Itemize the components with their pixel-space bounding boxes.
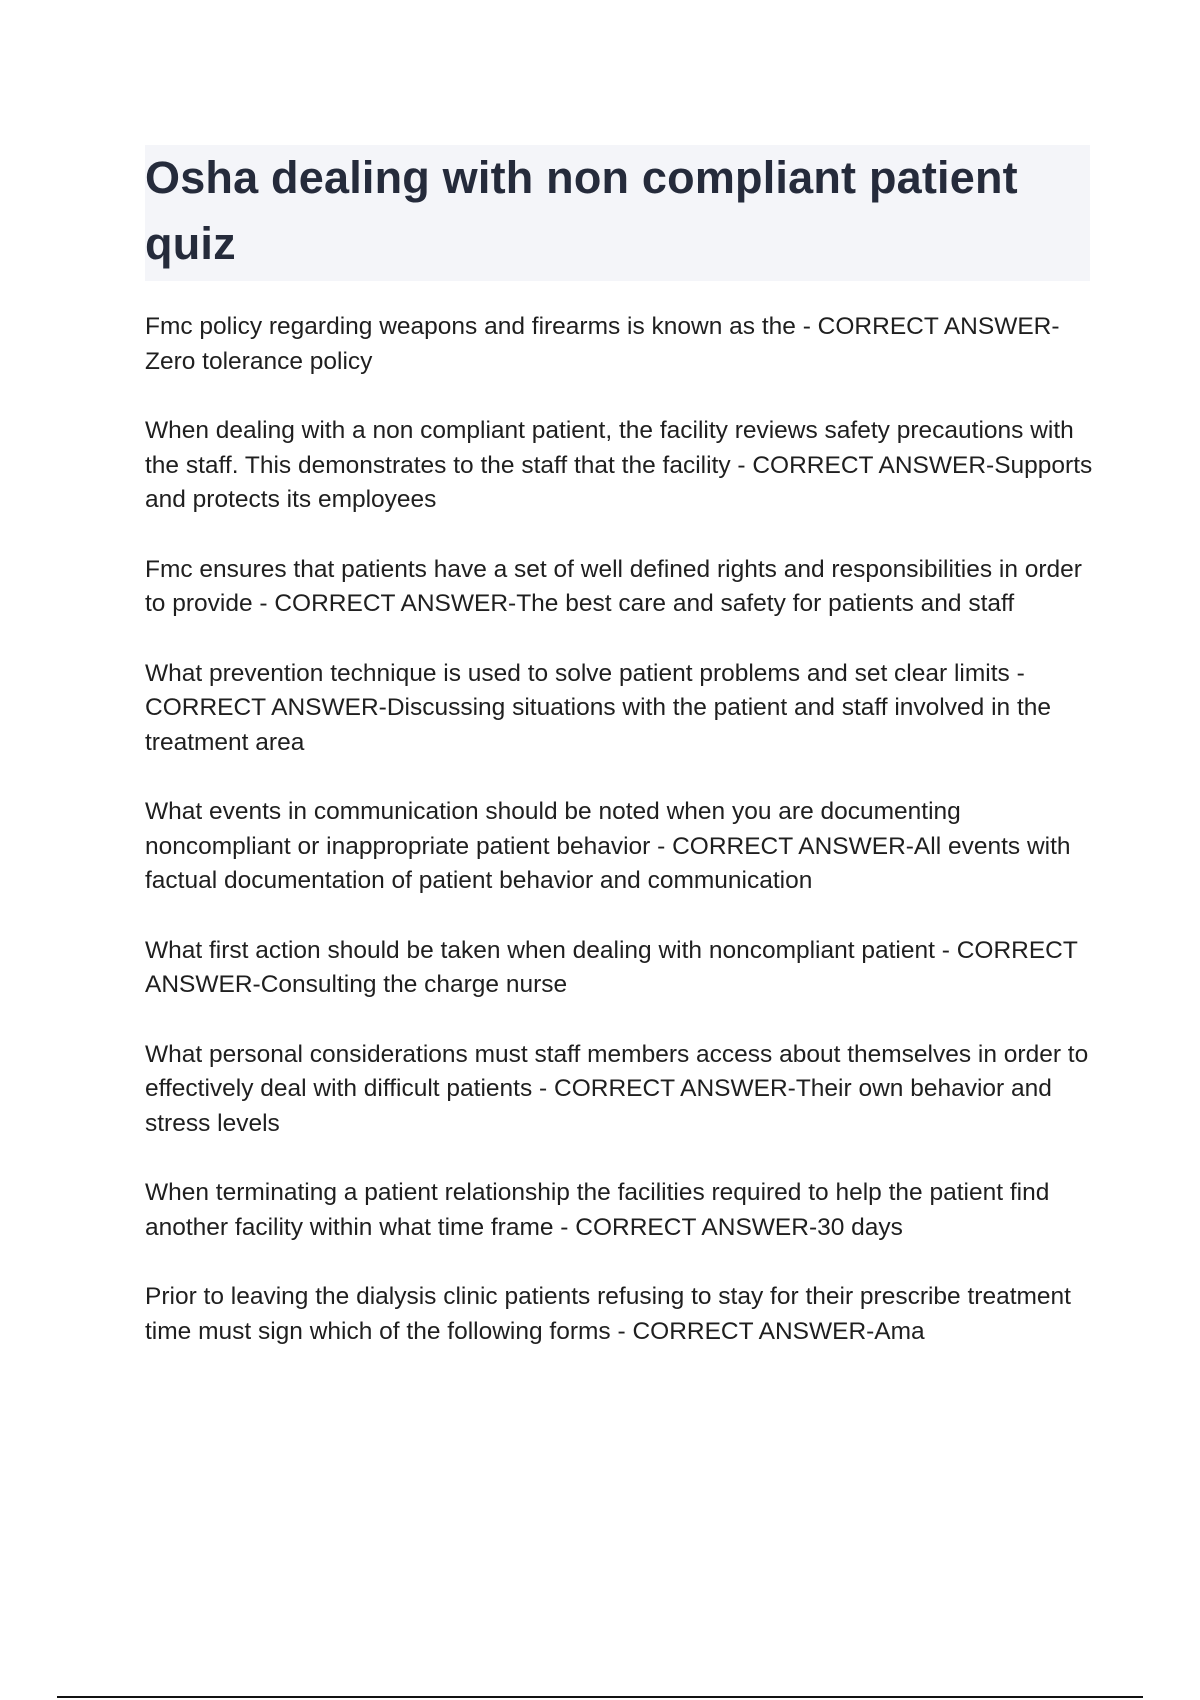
qa-item-7: What personal considerations must staff members access about themselves in order to effectively deal with difficult patients - CORRECT ANSWER-Their own behavior and stress levels: [145, 1040, 1089, 1137]
qa-item-5: What events in communication should be noted when you are documenting noncompliant or inappropriate patient behavior - CORRECT ANSWER-All events with factual documentation of patient behavior and communication: [145, 798, 1071, 894]
qa-item-2: When dealing with a non compliant patient, the facility reviews safety precautions with the staff. This demonstrates to the staff that the facility - CORRECT ANSWER-Supports and protects its employees: [145, 417, 1093, 513]
qa-item-4: What prevention technique is used to solve patient problems and set clear limits - CORRECT ANSWER-Discussing situations with the patient and staff involved in the treatment area: [145, 659, 1051, 756]
title-banner: [145, 145, 1090, 281]
question-answer-list: [145, 310, 1095, 1384]
qa-item-1: Fmc policy regarding weapons and firearms is known as the - CORRECT ANSWER-Zero tolerance policy: [145, 313, 1060, 375]
qa-item-9: Prior to leaving the dialysis clinic patients refusing to stay for their prescribe treatment time must sign which of the following forms - CORRECT ANSWER-Ama: [145, 1283, 1071, 1345]
page-title: Osha dealing with non compliant patient quiz: [145, 152, 1018, 269]
page-bottom-divider: [57, 1696, 1143, 1698]
qa-item-8: When terminating a patient relationship the facilities required to help the patient find another facility within what time frame - CORRECT ANSWER-30 days: [145, 1179, 1050, 1241]
qa-item-6: What first action should be taken when dealing with noncompliant patient - CORRECT ANSWER-Consulting the charge nurse: [145, 936, 1078, 998]
qa-item-3: Fmc ensures that patients have a set of well defined rights and responsibilities in order to provide - CORRECT ANSWER-The best care and safety for patients and staff: [145, 555, 1082, 617]
